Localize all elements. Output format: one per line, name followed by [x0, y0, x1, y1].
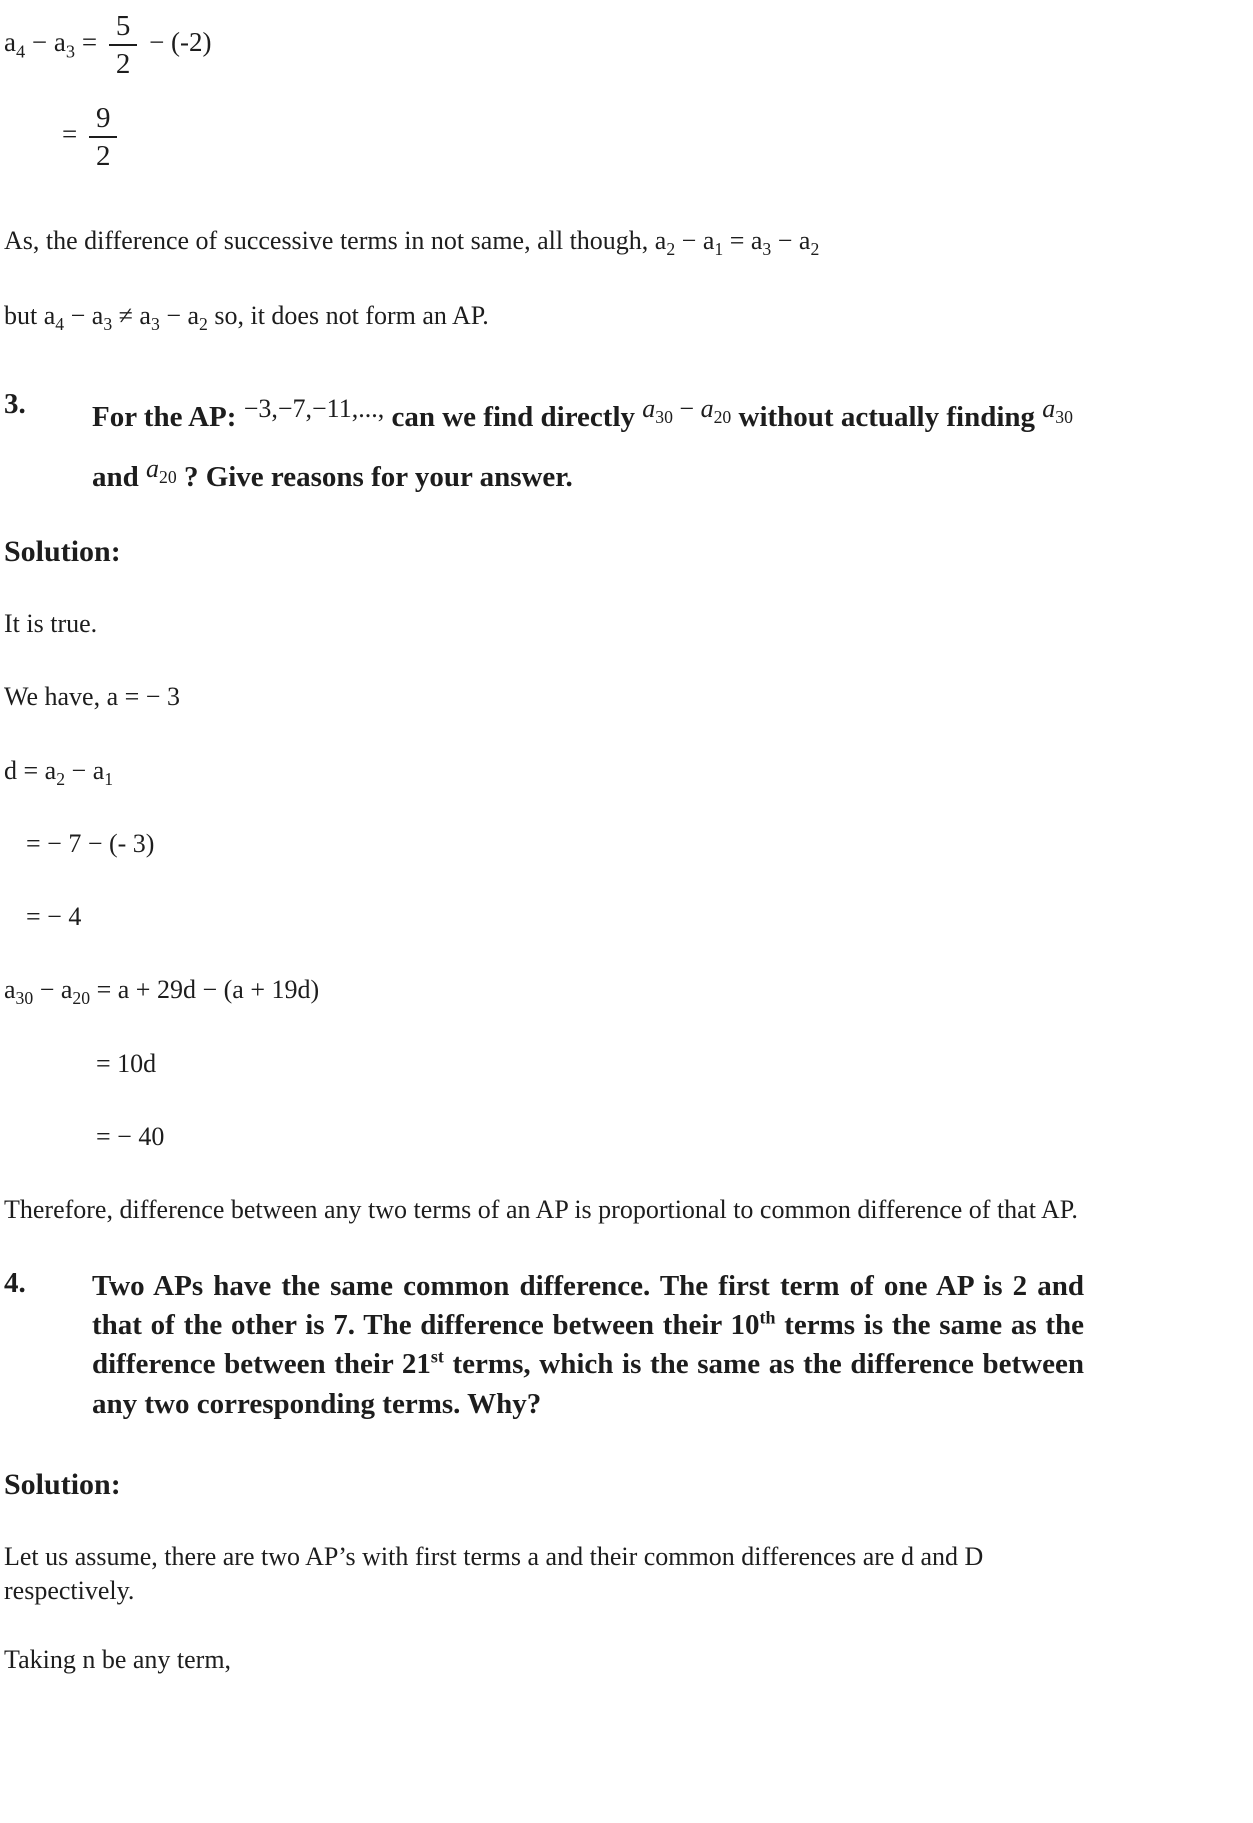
ap-sequence: [244, 394, 385, 423]
subscript: 2: [666, 238, 676, 259]
text-run: Solution:: [4, 1468, 121, 1502]
text-run: − a: [25, 27, 66, 58]
question-3: [4, 388, 1092, 507]
subscript: 1: [104, 768, 114, 789]
question-text: [92, 394, 1073, 493]
text-run: = − 40: [96, 1122, 165, 1152]
text-run: and: [92, 460, 147, 493]
subscript: 20: [72, 988, 91, 1009]
text-run: As, the difference of successive terms in not same, all though, a: [4, 225, 667, 255]
para-assume: [4, 1540, 1094, 1607]
text-run: =: [62, 119, 84, 150]
subscript: 30: [1055, 407, 1073, 428]
text-run: a: [700, 394, 714, 424]
text-run: Taking n be any term,: [4, 1644, 232, 1674]
text-run: = a + 29d − (a + 19d): [90, 975, 320, 1005]
eq-a30-a20: [4, 973, 1094, 1009]
text-run: − a: [65, 755, 105, 785]
text-run: terms is the same as the difference between their 21: [92, 1308, 1085, 1381]
solution-heading-4: [4, 1468, 1253, 1502]
para-not-ap: [4, 299, 1094, 335]
text-run: ? Give reasons for your answer.: [176, 460, 573, 493]
subscript: 3: [103, 314, 113, 335]
text-run: − a: [64, 301, 104, 331]
fraction-denominator: 2: [115, 48, 131, 81]
text-run: a: [4, 975, 16, 1005]
subscript: 20: [713, 407, 732, 428]
eq-10d: [96, 1047, 1186, 1080]
inline-math: [642, 394, 732, 428]
subscript: 3: [65, 41, 76, 62]
text-run: Let us assume, there are two AP’s with first terms a and their common differences are d and D respectively.: [4, 1542, 984, 1605]
eq-d1: [4, 754, 1094, 787]
text-run: Therefore, difference between any two terms of an AP is proportional to common difference of that AP.: [4, 1195, 1078, 1225]
subscript: 3: [150, 314, 160, 335]
text-run: can we find directly: [384, 401, 643, 434]
eq-d2: [26, 827, 1116, 860]
para-we-have: [4, 680, 1094, 713]
subscript: 3: [762, 238, 772, 259]
subscript: 1: [714, 238, 724, 259]
text-run: For the AP:: [92, 401, 244, 434]
text-run: = a: [723, 225, 763, 255]
subscript: 30: [655, 407, 673, 428]
para-true: [4, 607, 1094, 640]
text-run: − a: [675, 225, 715, 255]
eq-neg40: [96, 1120, 1186, 1153]
text-run: = 10d: [96, 1048, 157, 1078]
text-run: terms, which is the same as the difference between any two corresponding terms. Why?: [92, 1348, 1084, 1420]
solution-heading-3: [4, 535, 1253, 569]
eq-9-2: [62, 102, 1253, 172]
fraction-numerator: 9: [89, 102, 118, 138]
text-run: =: [75, 27, 104, 58]
question-number: 3.: [4, 388, 26, 421]
question-text: [92, 1267, 1084, 1425]
fraction: [89, 102, 118, 172]
subscript: 2: [56, 768, 66, 789]
subscript: 20: [159, 466, 177, 487]
text-run: −: [672, 394, 701, 424]
subscript: 4: [55, 314, 65, 335]
text-run: but a: [4, 301, 56, 331]
fraction-numerator: 5: [109, 10, 138, 46]
text-run: a: [4, 27, 16, 58]
text-run: It is true.: [4, 609, 98, 639]
text-run: We have, a = − 3: [4, 682, 180, 712]
eq-a4-a3: [4, 10, 1253, 80]
text-run: Two APs have the same common difference. The first term of one AP is 2 and that of the other is 7. The difference between their 10: [92, 1269, 1084, 1341]
text-run: ≠ a: [112, 301, 151, 331]
text-run: − a: [771, 225, 811, 255]
text-run: −3,−7,−11,...,: [243, 394, 385, 424]
fraction: [109, 10, 138, 80]
text-run: = − 4: [26, 902, 82, 932]
text-run: = − 7 − (- 3): [26, 828, 155, 858]
text-run: so, it does not form an AP.: [207, 301, 489, 331]
text-run: a: [642, 394, 656, 424]
question-number: 4.: [4, 1266, 26, 1299]
para-therefore: [4, 1193, 1094, 1226]
text-run: a: [1042, 394, 1056, 424]
inline-math: [1042, 394, 1073, 428]
subscript: 30: [15, 988, 34, 1009]
text-run: Solution:: [4, 535, 121, 569]
question-4: [4, 1267, 1084, 1425]
text-run: without actually finding: [731, 401, 1043, 434]
subscript: 4: [15, 41, 26, 62]
supscript: th: [759, 1307, 776, 1328]
para-difference-note: [4, 224, 1094, 257]
para-taking-n: [4, 1643, 1094, 1676]
eq-d3: [26, 900, 1116, 933]
text-run: − a: [159, 301, 200, 331]
text-run: d = a: [4, 755, 57, 785]
fraction-denominator: 2: [95, 140, 111, 173]
text-run: − (-2): [142, 27, 212, 58]
subscript: 2: [810, 238, 820, 259]
inline-math: [146, 453, 177, 487]
subscript: 2: [199, 314, 208, 335]
text-run: a: [146, 453, 160, 483]
supscript: st: [430, 1346, 444, 1367]
text-run: − a: [33, 975, 73, 1005]
